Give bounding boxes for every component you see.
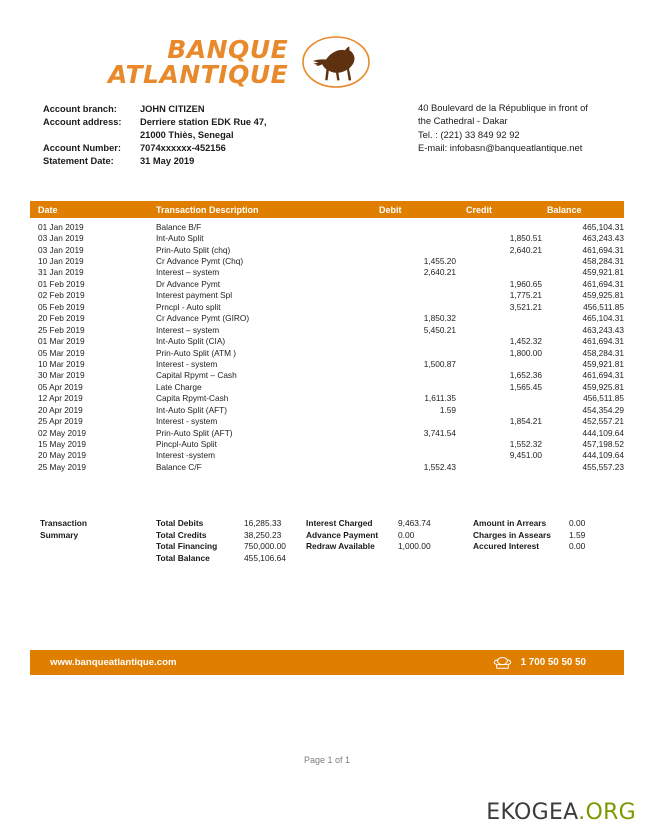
account-detail-row (43, 103, 267, 116)
transaction-credit: 9,451.00 (509, 450, 542, 461)
transaction-date: 12 Apr 2019 (38, 393, 83, 404)
table-row (30, 404, 624, 415)
summary-title-line2: Summary (40, 529, 79, 540)
transaction-balance: 461,694.31 (582, 244, 624, 255)
transaction-date: 02 Feb 2019 (38, 290, 85, 301)
transaction-balance: 456,511.85 (583, 301, 624, 312)
transaction-description: Prin-Auto Split (chq) (156, 244, 231, 255)
transaction-description: Interest -system (156, 450, 216, 461)
transaction-balance: 452,557.21 (582, 416, 624, 427)
transaction-balance: 463,243.43 (582, 324, 624, 335)
transaction-date: 10 Jan 2019 (38, 256, 84, 267)
transaction-balance: 456,511.85 (583, 393, 624, 404)
table-header-row (30, 201, 624, 218)
transaction-credit: 1,452.32 (509, 336, 542, 347)
transaction-balance: 455,557.23 (582, 461, 624, 472)
transaction-balance: 461,694.31 (582, 278, 624, 289)
column-header-debit: Debit (379, 204, 402, 215)
bank-telephone: Tel. : (221) 33 849 92 92 (418, 128, 520, 140)
transaction-balance: 459,921.81 (582, 358, 624, 369)
table-row (30, 267, 624, 278)
bank-logo-line2: ATLANTIQUE (108, 60, 289, 89)
transaction-date: 03 Jan 2019 (38, 233, 84, 244)
transaction-debit: 3,741.54 (423, 427, 456, 438)
transaction-balance: 454,354.29 (582, 404, 624, 415)
bank-address-line1: 40 Boulevard de la République in front of (418, 102, 588, 113)
transaction-date: 25 Apr 2019 (38, 416, 83, 427)
transaction-description: Cr Advance Pymt (GIRO) (156, 313, 250, 324)
transaction-description: Dr Advance Pymt (156, 278, 221, 289)
transaction-date: 01 Feb 2019 (38, 278, 85, 289)
summary-label: Charges in Assears (473, 529, 551, 540)
transaction-date: 03 Jan 2019 (38, 244, 84, 255)
bank-email: E-mail: infobasn@banqueatlantique.net (418, 141, 583, 153)
summary-row (156, 530, 306, 542)
account-number-label: Account Number: (43, 143, 121, 154)
transaction-debit: 1,552.43 (423, 461, 456, 472)
watermark-name: EKOGEA (486, 800, 579, 825)
transaction-description: Balance C/F (156, 461, 202, 472)
bank-contact-details (418, 101, 588, 154)
transaction-date: 20 Apr 2019 (38, 404, 83, 415)
summary-row (156, 518, 306, 530)
transaction-credit: 1,854.21 (509, 416, 542, 427)
account-address-label: Account address: (43, 117, 122, 128)
bank-logo-text (108, 34, 289, 89)
summary-value: 38,250.23 (244, 529, 282, 540)
summary-value: 0.00 (398, 529, 415, 540)
bank-logo (108, 34, 372, 90)
table-row (30, 313, 624, 324)
table-row (30, 290, 624, 301)
footer-bar (30, 650, 624, 675)
footer-contact (493, 655, 586, 670)
table-row (30, 232, 624, 243)
summary-label: Interest Charged (306, 518, 373, 528)
transaction-balance: 461,694.31 (582, 370, 624, 381)
table-row (30, 278, 624, 289)
transaction-description: Pincpl-Auto Split (156, 439, 217, 450)
transaction-debit: 1,455.20 (423, 256, 456, 267)
table-row (30, 381, 624, 392)
summary-value: 16,285.33 (244, 518, 282, 528)
transaction-description: Int-Auto Split (AFT) (156, 404, 228, 415)
account-detail-row (43, 155, 267, 168)
account-branch-value: JOHN CITIZEN (140, 104, 205, 114)
transaction-debit: 2,640.21 (423, 267, 456, 278)
account-detail-row (43, 129, 267, 142)
summary-value: 455,106.64 (244, 552, 286, 563)
transaction-date: 01 Jan 2019 (38, 221, 84, 232)
transaction-debit: 5,450.21 (423, 324, 456, 335)
transaction-description: Interest – system (156, 324, 220, 335)
account-number-value: 7074xxxxxx-452156 (140, 143, 226, 154)
transaction-date: 05 Feb 2019 (38, 301, 85, 312)
summary-row (473, 518, 613, 530)
transaction-description: Capital Rpymt – Cash (156, 370, 237, 381)
account-address-value-cont: 21000 Thiès, Senegal (140, 130, 234, 141)
account-branch-label: Account branch: (43, 104, 117, 114)
table-row (30, 221, 624, 232)
table-row (30, 393, 624, 404)
table-row (30, 438, 624, 449)
transaction-date: 25 Feb 2019 (38, 324, 85, 335)
transaction-date: 05 Mar 2019 (38, 347, 85, 358)
account-detail-row (43, 142, 267, 155)
transaction-debit: 1.59 (439, 404, 456, 415)
summary-value: 0.00 (569, 541, 586, 552)
table-row (30, 347, 624, 358)
transactions-table (30, 201, 624, 473)
table-row (30, 244, 624, 255)
site-watermark (486, 800, 636, 825)
bank-address-line2: the Cathedral - Dakar (418, 115, 508, 127)
table-row (30, 358, 624, 369)
transaction-date: 10 Mar 2019 (38, 358, 85, 369)
table-row (30, 301, 624, 312)
account-address-value: Derriere station EDK Rue 47, (140, 117, 267, 128)
summary-label: Accured Interest (473, 541, 540, 552)
summary-value: 9,463.74 (398, 518, 431, 528)
table-body (30, 218, 624, 473)
transaction-balance: 459,921.81 (582, 267, 624, 278)
transaction-credit: 1,775.21 (509, 290, 542, 301)
summary-label: Total Financing (156, 541, 218, 552)
horse-emblem-icon (300, 34, 372, 90)
statement-date-value: 31 May 2019 (140, 156, 195, 167)
account-address-label-cont (43, 129, 140, 142)
summary-label: Total Debits (156, 518, 204, 528)
watermark-tld: .ORG (578, 800, 636, 825)
summary-row (473, 541, 613, 553)
summary-label: Total Balance (156, 552, 210, 563)
transaction-description: Interest – system (156, 267, 220, 278)
column-header-balance: Balance (547, 204, 582, 215)
transaction-description: Prin-Auto Split (AFT) (156, 427, 233, 438)
transaction-description: Cr Advance Pymt (Chq) (156, 256, 244, 267)
transaction-debit: 1,850.32 (423, 313, 456, 324)
transaction-credit: 1,565.45 (509, 381, 542, 392)
summary-label: Advance Payment (306, 529, 379, 540)
transaction-balance: 458,284.31 (582, 256, 624, 267)
summary-value: 750,000.00 (244, 541, 286, 552)
summary-title-line1: Transaction (40, 518, 88, 528)
column-header-credit: Credit (466, 204, 493, 215)
table-row (30, 415, 624, 426)
transaction-description: Interest - system (156, 416, 218, 427)
table-row (30, 335, 624, 346)
transaction-credit: 1,850.51 (509, 233, 542, 244)
summary-row (306, 530, 473, 542)
telephone-icon (493, 655, 512, 670)
transaction-credit: 1,800.00 (509, 347, 542, 358)
summary-label: Redraw Available (306, 541, 375, 552)
summary-row (156, 541, 306, 553)
transaction-description: Balance B/F (156, 221, 202, 232)
summary-label: Amount in Arrears (473, 518, 547, 528)
table-row (30, 427, 624, 438)
summary-row (156, 553, 306, 565)
summary-column-arrears (473, 518, 613, 564)
transaction-date: 01 Mar 2019 (38, 336, 85, 347)
account-details (43, 103, 267, 168)
document-header (0, 0, 654, 96)
transaction-date: 31 Jan 2019 (38, 267, 84, 278)
summary-value: 1.59 (569, 529, 586, 540)
table-row (30, 255, 624, 266)
transaction-description: Interest - system (156, 358, 218, 369)
transaction-date: 20 May 2019 (38, 450, 86, 461)
transaction-description: Interest payment Spl (156, 290, 233, 301)
statement-date-label: Statement Date: (43, 156, 114, 167)
bank-logo-line1: BANQUE (167, 34, 289, 64)
summary-label: Total Credits (156, 529, 207, 540)
column-header-description: Transaction Description (156, 204, 259, 215)
transaction-balance: 457,198.52 (582, 439, 624, 450)
transaction-date: 05 Apr 2019 (38, 381, 83, 392)
transaction-balance: 459,925.81 (582, 381, 624, 392)
transaction-summary (40, 518, 613, 564)
summary-row (306, 541, 473, 553)
transaction-description: Late Charge (156, 381, 202, 392)
summary-value: 0.00 (569, 518, 586, 528)
table-row (30, 461, 624, 472)
table-row (30, 450, 624, 461)
transaction-date: 30 Mar 2019 (38, 370, 85, 381)
transaction-balance: 458,284.31 (582, 347, 624, 358)
table-row (30, 370, 624, 381)
summary-row (306, 518, 473, 530)
transaction-balance: 459,925.81 (582, 290, 624, 301)
transaction-description: Prin-Auto Split (ATM ) (156, 347, 237, 358)
transaction-description: Int-Auto Split (CIA) (156, 336, 226, 347)
transaction-credit: 1,652.36 (509, 370, 542, 381)
transaction-credit: 1,552.32 (509, 439, 542, 450)
transaction-description: Capita Rpymt-Cash (156, 393, 229, 404)
transaction-description: Prncpl - Auto split (156, 301, 221, 312)
account-detail-row (43, 116, 267, 129)
summary-value: 1,000.00 (398, 541, 431, 552)
summary-title (40, 518, 156, 564)
transaction-balance: 444,109.64 (582, 450, 624, 461)
transaction-balance: 465,104.31 (582, 313, 624, 324)
transaction-balance: 465,104.31 (582, 221, 624, 232)
transaction-balance: 463,243.43 (582, 233, 624, 244)
summary-row (473, 530, 613, 542)
transaction-credit: 3,521.21 (509, 301, 542, 312)
transaction-balance: 444,109.64 (582, 427, 624, 438)
footer-website-link[interactable]: www.banqueatlantique.com (50, 657, 177, 668)
transaction-debit: 1,611.35 (424, 393, 456, 404)
transaction-balance: 461,694.31 (582, 336, 624, 347)
column-header-date: Date (38, 204, 58, 215)
transaction-date: 20 Feb 2019 (38, 313, 85, 324)
transaction-date: 02 May 2019 (38, 427, 86, 438)
transaction-debit: 1,500.87 (423, 358, 456, 369)
transaction-description: Int-Auto Split (156, 233, 204, 244)
transaction-credit: 1,960.65 (509, 278, 542, 289)
table-row (30, 324, 624, 335)
summary-column-interest (306, 518, 473, 564)
summary-column-totals (156, 518, 306, 564)
transaction-credit: 2,640.21 (509, 244, 542, 255)
page-number: Page 1 of 1 (303, 755, 351, 765)
footer-phone-number: 1 700 50 50 50 (520, 657, 586, 668)
transaction-date: 15 May 2019 (38, 439, 86, 450)
transaction-date: 25 May 2019 (38, 461, 86, 472)
